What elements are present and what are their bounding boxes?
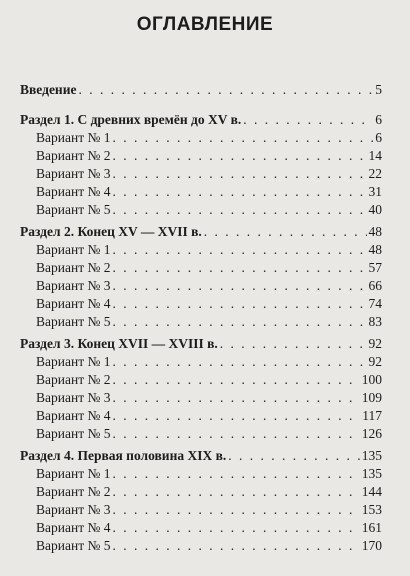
dot-leader <box>112 426 359 442</box>
toc-page-number: 40 <box>368 202 382 217</box>
toc-page-number: 6 <box>375 130 382 145</box>
dot-leader <box>112 372 359 388</box>
toc-entry-label: Вариант № 3 <box>36 278 111 293</box>
toc-page-number: 153 <box>361 502 382 517</box>
dot-leader <box>112 202 366 218</box>
toc-entry-label: Раздел 1. С древних времён до XV в. <box>20 112 242 127</box>
toc-page-number: 109 <box>361 390 382 405</box>
toc-page-number: 74 <box>368 296 382 311</box>
toc-entry-label: Вариант № 1 <box>36 242 111 257</box>
dot-leader <box>112 520 359 536</box>
toc-page-number: 92 <box>368 336 382 351</box>
dot-leader <box>112 502 359 518</box>
toc-variant-entry[interactable] <box>36 278 382 294</box>
toc-variant-entry[interactable] <box>36 502 382 518</box>
toc-entry-label: Раздел 3. Конец XVII — XVIII в. <box>20 336 218 351</box>
toc-section-3[interactable] <box>20 336 382 352</box>
dot-leader <box>112 166 366 182</box>
toc-entry-label: Вариант № 3 <box>36 166 111 181</box>
dot-leader <box>112 278 366 294</box>
toc-page-number: 57 <box>368 260 382 275</box>
toc-entry-label: Вариант № 5 <box>36 202 111 217</box>
toc-entry-label: Раздел 4. Первая половина XIX в. <box>20 448 227 463</box>
toc-entry-label: Вариант № 5 <box>36 538 111 553</box>
toc-entry-label: Вариант № 4 <box>36 408 111 423</box>
toc-entry-label: Вариант № 2 <box>36 260 111 275</box>
toc-page-number: 92 <box>368 354 382 369</box>
toc-entry-label: Вариант № 5 <box>36 314 111 329</box>
toc-page-number: 48 <box>368 224 382 239</box>
toc-variant-entry[interactable] <box>36 390 382 406</box>
dot-leader <box>112 130 373 146</box>
toc-entry-label: Раздел 2. Конец XV — XVII в. <box>20 224 202 239</box>
dot-leader <box>112 184 366 200</box>
toc-page-number: 170 <box>361 538 382 553</box>
dot-leader <box>112 390 359 406</box>
toc-entry-intro[interactable] <box>20 82 382 98</box>
toc-page-number: 5 <box>375 82 382 97</box>
toc-entry-label: Вариант № 4 <box>36 296 111 311</box>
toc-page-number: 100 <box>361 372 382 387</box>
toc-page-number: 6 <box>375 112 382 127</box>
toc-variant-entry[interactable] <box>36 314 382 330</box>
toc-page-number: 48 <box>368 242 382 257</box>
toc-variant-entry[interactable] <box>36 408 382 424</box>
dot-leader <box>220 336 367 352</box>
toc-section-1[interactable] <box>20 112 382 128</box>
toc-variant-entry[interactable] <box>36 242 382 258</box>
toc-variant-entry[interactable] <box>36 466 382 482</box>
page-title: ОГЛАВЛЕНИЕ <box>136 14 274 35</box>
toc-entry-label: Вариант № 3 <box>36 390 111 405</box>
toc-entry-label: Вариант № 4 <box>36 184 111 199</box>
dot-leader <box>204 224 367 240</box>
toc-page-number: 31 <box>368 184 382 199</box>
toc-entry-label: Вариант № 1 <box>36 354 111 369</box>
dot-leader <box>112 242 366 258</box>
dot-leader <box>112 408 360 424</box>
toc-variant-entry[interactable] <box>36 202 382 218</box>
toc-page-number: 117 <box>362 408 382 423</box>
toc-variant-entry[interactable] <box>36 130 382 146</box>
toc-entry-label: Вариант № 1 <box>36 130 111 145</box>
toc-entry-label: Вариант № 3 <box>36 502 111 517</box>
toc-entry-label: Вариант № 2 <box>36 372 111 387</box>
toc-entry-label: Вариант № 5 <box>36 426 111 441</box>
dot-leader <box>228 448 359 464</box>
dot-leader <box>112 466 359 482</box>
toc-variant-entry[interactable] <box>36 484 382 500</box>
toc-page-number: 161 <box>361 520 382 535</box>
dot-leader <box>243 112 373 128</box>
dot-leader <box>112 296 366 312</box>
toc-variant-entry[interactable] <box>36 184 382 200</box>
toc-page-number: 126 <box>361 426 382 441</box>
toc-entry-label: Вариант № 1 <box>36 466 111 481</box>
toc-page-number: 66 <box>368 278 382 293</box>
toc-entry-label: Введение <box>20 82 77 97</box>
toc-page-number: 144 <box>361 484 382 499</box>
toc-entry-label: Вариант № 4 <box>36 520 111 535</box>
toc-variant-entry[interactable] <box>36 372 382 388</box>
toc-section-4[interactable] <box>20 448 382 464</box>
toc-page-number: 14 <box>368 148 382 163</box>
toc-entry-label: Вариант № 2 <box>36 484 111 499</box>
toc-variant-entry[interactable] <box>36 296 382 312</box>
toc-page-number: 135 <box>361 448 382 463</box>
dot-leader <box>112 538 359 554</box>
dot-leader <box>112 148 366 164</box>
dot-leader <box>112 354 366 370</box>
toc-entry-label: Вариант № 2 <box>36 148 111 163</box>
toc-variant-entry[interactable] <box>36 260 382 276</box>
toc-section-2[interactable] <box>20 224 382 240</box>
toc-page-number: 135 <box>361 466 382 481</box>
toc-variant-entry[interactable] <box>36 354 382 370</box>
dot-leader <box>112 260 366 276</box>
toc-variant-entry[interactable] <box>36 166 382 182</box>
toc-variant-entry[interactable] <box>36 538 382 554</box>
toc-variant-entry[interactable] <box>36 148 382 164</box>
toc-page-number: 83 <box>368 314 382 329</box>
toc-variant-entry[interactable] <box>36 426 382 442</box>
dot-leader <box>112 314 366 330</box>
toc-variant-entry[interactable] <box>36 520 382 536</box>
dot-leader <box>112 484 359 500</box>
toc-page-number: 22 <box>368 166 382 181</box>
dot-leader <box>78 82 373 98</box>
